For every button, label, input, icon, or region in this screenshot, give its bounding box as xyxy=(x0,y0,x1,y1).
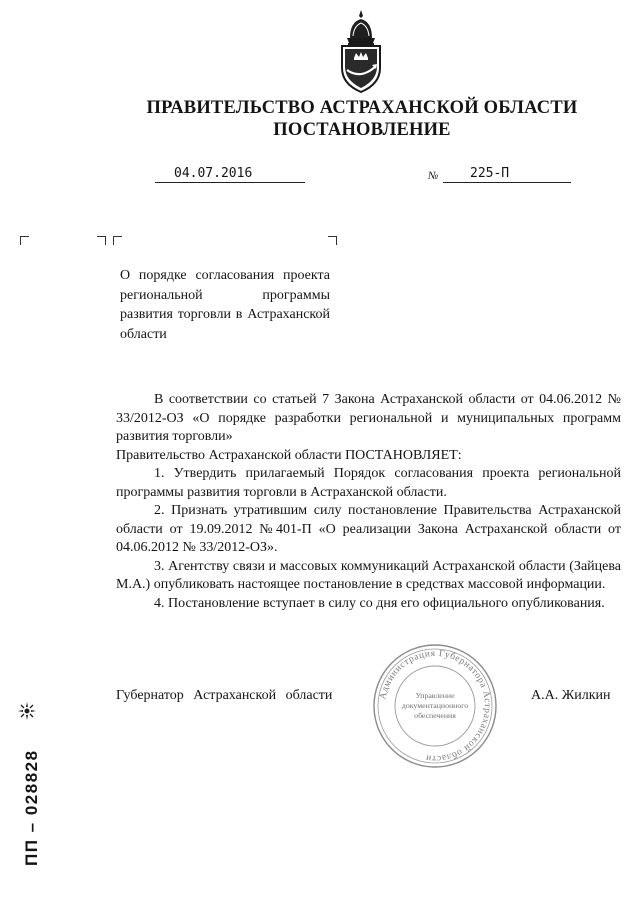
document-date: 04.07.2016 xyxy=(174,166,253,181)
subject-corner-mark xyxy=(328,236,337,245)
signatory-title: Губернатор Астраханской области xyxy=(116,688,333,703)
stamp-center-line-2: документационного xyxy=(401,701,469,710)
item-4: 4. Постановление вступает в силу со дня его официального опубликования. xyxy=(154,595,605,611)
form-serial-number: ПП – 028828 xyxy=(22,749,41,866)
preamble: В соответствии со статьей 7 Закона Астраханской области от 04.06.2012 № 33/2012-ОЗ «О порядке разработки региональной и муниципальных программ развития торговли» xyxy=(116,392,621,444)
stamp-center-line-3: обеспечения xyxy=(414,711,456,720)
stamp-ring-text: Администрация Губернатора Астраханской области xyxy=(378,648,493,764)
address-corner-mark xyxy=(20,236,29,245)
document-number: 225-П xyxy=(470,166,510,181)
document-type-title: ПОСТАНОВЛЕНИЕ xyxy=(273,120,451,140)
margin-ornament-icon xyxy=(14,698,40,724)
document-body xyxy=(116,391,621,613)
document-subject: О порядке согласования проекта региональной программы развития торговли в Астраханской области xyxy=(120,268,330,342)
resolution-line: Правительство Астраханской области ПОСТАНОВЛЯЕТ: xyxy=(116,447,462,463)
item-1: 1. Утвердить прилагаемый Порядок согласования проекта региональной программы развития торговли в Астраханской области. xyxy=(116,466,621,500)
stamp-center-line-1: Управление xyxy=(415,691,455,700)
item-2: 2. Признать утратившим силу постановление Правительства Астраханской области от 19.09.2012 №401-П «О реализации Закона Астраханской области от 04.06.2012 № 33/2012-ОЗ». xyxy=(116,503,621,555)
address-corner-mark xyxy=(97,236,106,245)
signatory-name: А.А. Жилкин xyxy=(531,688,611,703)
coat-of-arms-icon xyxy=(336,8,386,94)
subject-corner-mark xyxy=(113,236,122,245)
official-stamp xyxy=(371,642,499,770)
item-3: 3. Агентству связи и массовых коммуникаций Астраханской области (Зайцева М.А.) опубликовать настоящее постановление в средствах массовой информации. xyxy=(116,558,621,592)
government-title: ПРАВИТЕЛЬСТВО АСТРАХАНСКОЙ ОБЛАСТИ xyxy=(146,98,578,118)
number-sign: № xyxy=(428,170,439,182)
